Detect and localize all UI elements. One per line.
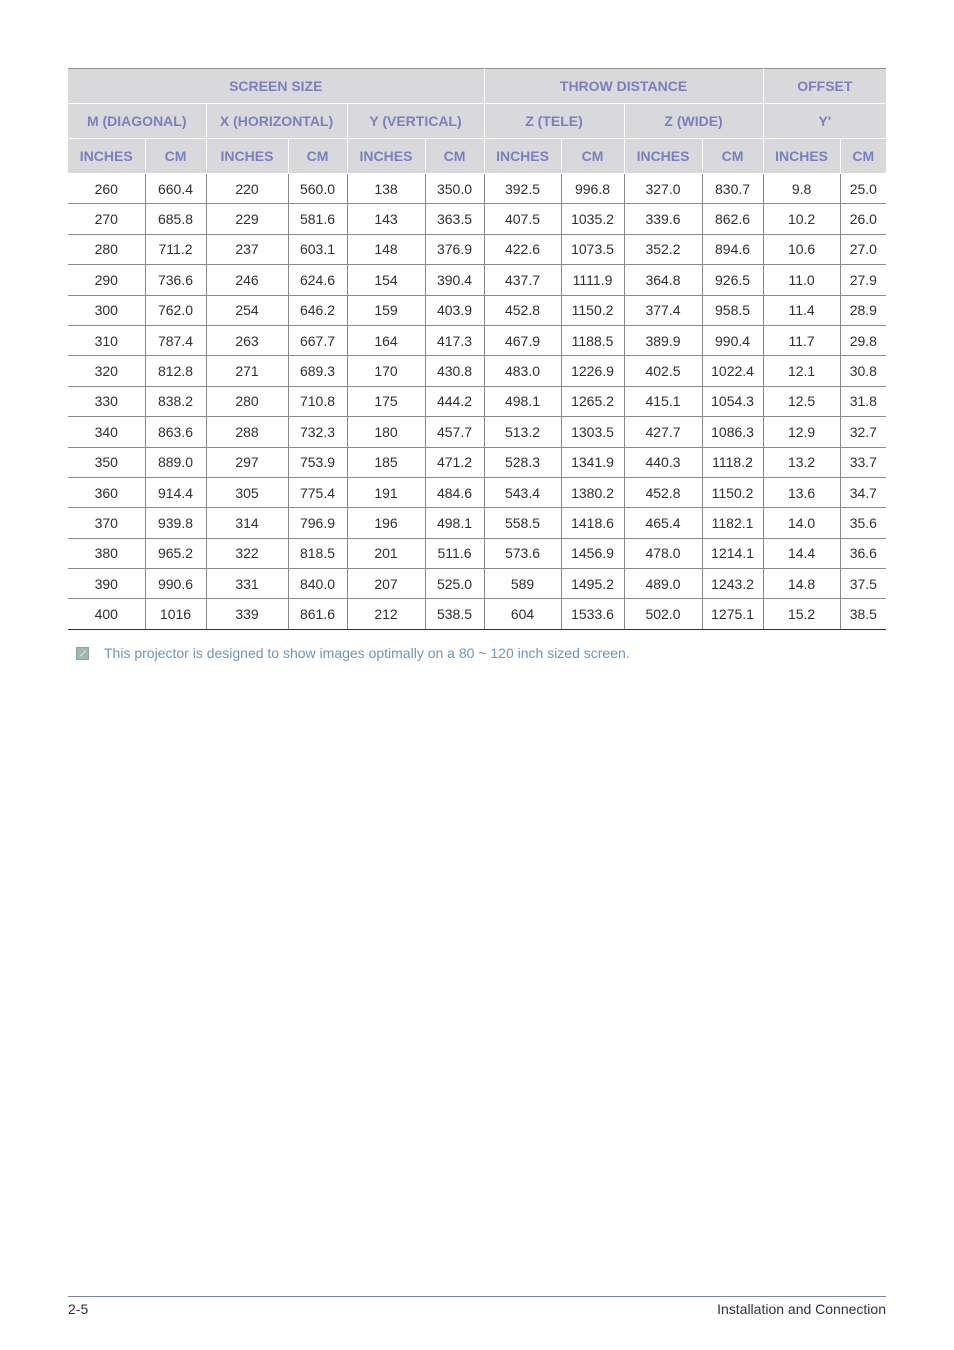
table-cell: 10.6 — [763, 234, 840, 264]
page-number: 2-5 — [68, 1301, 89, 1317]
table-row — [68, 417, 886, 447]
table-row — [68, 569, 886, 599]
table-cell: 260 — [68, 174, 145, 204]
table-row — [68, 538, 886, 568]
table-cell: 444.2 — [425, 386, 484, 416]
table-cell: 498.1 — [484, 386, 561, 416]
table-cell: 27.0 — [840, 234, 886, 264]
table-cell: 175 — [347, 386, 425, 416]
table-cell: 15.2 — [763, 599, 840, 629]
table-cell: 330 — [68, 386, 145, 416]
table-cell: 1073.5 — [561, 234, 624, 264]
table-cell: 38.5 — [840, 599, 886, 629]
table-cell: 207 — [347, 569, 425, 599]
table-cell: 489.0 — [624, 569, 702, 599]
table-cell: 12.1 — [763, 356, 840, 386]
table-cell: 1265.2 — [561, 386, 624, 416]
table-cell: 796.9 — [288, 508, 347, 538]
table-cell: 775.4 — [288, 477, 347, 507]
table-cell: 229 — [206, 204, 288, 234]
table-cell: 589 — [484, 569, 561, 599]
table-cell: 863.6 — [145, 417, 206, 447]
table-cell: 339.6 — [624, 204, 702, 234]
unit-header-cm: CM — [145, 139, 206, 174]
table-cell: 440.3 — [624, 447, 702, 477]
table-cell: 154 — [347, 265, 425, 295]
table-cell: 478.0 — [624, 538, 702, 568]
table-cell: 762.0 — [145, 295, 206, 325]
table-cell: 471.2 — [425, 447, 484, 477]
table-cell: 310 — [68, 325, 145, 355]
table-cell: 138 — [347, 174, 425, 204]
table-cell: 710.8 — [288, 386, 347, 416]
table-cell: 164 — [347, 325, 425, 355]
table-cell: 939.8 — [145, 508, 206, 538]
table-cell: 624.6 — [288, 265, 347, 295]
table-cell: 926.5 — [702, 265, 763, 295]
unit-header-inches: INCHES — [347, 139, 425, 174]
table-cell: 528.3 — [484, 447, 561, 477]
table-row — [68, 356, 886, 386]
table-cell: 660.4 — [145, 174, 206, 204]
table-cell: 1150.2 — [702, 477, 763, 507]
table-cell: 280 — [68, 234, 145, 264]
table-cell: 1418.6 — [561, 508, 624, 538]
unit-header-row — [68, 139, 886, 174]
sub-header-offset-y: Y' — [763, 104, 886, 139]
table-cell: 263 — [206, 325, 288, 355]
table-row — [68, 204, 886, 234]
table-cell: 1086.3 — [702, 417, 763, 447]
table-cell: 340 — [68, 417, 145, 447]
table-cell: 363.5 — [425, 204, 484, 234]
table-cell: 1214.1 — [702, 538, 763, 568]
table-cell: 990.4 — [702, 325, 763, 355]
table-cell: 525.0 — [425, 569, 484, 599]
group-header-offset: OFFSET — [763, 69, 886, 104]
table-cell: 280 — [206, 386, 288, 416]
table-cell: 1341.9 — [561, 447, 624, 477]
table-cell: 9.8 — [763, 174, 840, 204]
table-cell: 350 — [68, 447, 145, 477]
table-cell: 170 — [347, 356, 425, 386]
table-cell: 33.7 — [840, 447, 886, 477]
table-cell: 271 — [206, 356, 288, 386]
table-cell: 10.2 — [763, 204, 840, 234]
note-text: This projector is designed to show images optimally on a 80 ~ 120 inch sized screen. — [104, 645, 630, 661]
table-cell: 322 — [206, 538, 288, 568]
table-cell: 483.0 — [484, 356, 561, 386]
table-row — [68, 174, 886, 204]
table-cell: 196 — [347, 508, 425, 538]
unit-header-cm: CM — [561, 139, 624, 174]
table-cell: 894.6 — [702, 234, 763, 264]
table-cell: 1380.2 — [561, 477, 624, 507]
table-cell: 736.6 — [145, 265, 206, 295]
table-cell: 14.4 — [763, 538, 840, 568]
table-row — [68, 447, 886, 477]
table-cell: 32.7 — [840, 417, 886, 447]
table-cell: 1226.9 — [561, 356, 624, 386]
table-cell: 452.8 — [624, 477, 702, 507]
table-cell: 965.2 — [145, 538, 206, 568]
sub-header-horizontal: X (HORIZONTAL) — [206, 104, 347, 139]
group-header-row — [68, 69, 886, 104]
unit-header-inches: INCHES — [624, 139, 702, 174]
unit-header-inches: INCHES — [763, 139, 840, 174]
table-cell: 538.5 — [425, 599, 484, 629]
table-cell: 990.6 — [145, 569, 206, 599]
section-title: Installation and Connection — [717, 1301, 886, 1317]
table-cell: 1188.5 — [561, 325, 624, 355]
table-cell: 407.5 — [484, 204, 561, 234]
table-cell: 36.6 — [840, 538, 886, 568]
table-cell: 246 — [206, 265, 288, 295]
table-cell: 560.0 — [288, 174, 347, 204]
table-cell: 290 — [68, 265, 145, 295]
table-cell: 143 — [347, 204, 425, 234]
sub-header-row — [68, 104, 886, 139]
sub-header-tele: Z (TELE) — [484, 104, 624, 139]
table-cell: 1495.2 — [561, 569, 624, 599]
table-cell: 787.4 — [145, 325, 206, 355]
table-cell: 862.6 — [702, 204, 763, 234]
table-cell: 29.8 — [840, 325, 886, 355]
table-cell: 861.6 — [288, 599, 347, 629]
note — [76, 645, 630, 661]
table-cell: 31.8 — [840, 386, 886, 416]
table-cell: 350.0 — [425, 174, 484, 204]
table-cell: 11.0 — [763, 265, 840, 295]
table-cell: 159 — [347, 295, 425, 325]
table-cell: 840.0 — [288, 569, 347, 599]
table-cell: 604 — [484, 599, 561, 629]
table-cell: 254 — [206, 295, 288, 325]
unit-header-inches: INCHES — [206, 139, 288, 174]
table-cell: 392.5 — [484, 174, 561, 204]
table-cell: 958.5 — [702, 295, 763, 325]
table-row — [68, 477, 886, 507]
footer-divider — [68, 1296, 886, 1297]
table-cell: 498.1 — [425, 508, 484, 538]
table-cell: 300 — [68, 295, 145, 325]
table-cell: 422.6 — [484, 234, 561, 264]
sub-header-wide: Z (WIDE) — [624, 104, 763, 139]
table-cell: 288 — [206, 417, 288, 447]
sub-header-vertical: Y (VERTICAL) — [347, 104, 484, 139]
table-cell: 1150.2 — [561, 295, 624, 325]
table-cell: 377.4 — [624, 295, 702, 325]
table-cell: 305 — [206, 477, 288, 507]
table-cell: 360 — [68, 477, 145, 507]
group-header-throw-distance: THROW DISTANCE — [484, 69, 763, 104]
unit-header-cm: CM — [425, 139, 484, 174]
table-cell: 400 — [68, 599, 145, 629]
table-cell: 430.8 — [425, 356, 484, 386]
table-cell: 11.4 — [763, 295, 840, 325]
table-cell: 1054.3 — [702, 386, 763, 416]
table-cell: 389.9 — [624, 325, 702, 355]
table-row — [68, 234, 886, 264]
table-cell: 1118.2 — [702, 447, 763, 477]
table-cell: 1275.1 — [702, 599, 763, 629]
table-cell: 35.6 — [840, 508, 886, 538]
table-cell: 1182.1 — [702, 508, 763, 538]
table-cell: 220 — [206, 174, 288, 204]
table-cell: 996.8 — [561, 174, 624, 204]
table-cell: 331 — [206, 569, 288, 599]
table-cell: 452.8 — [484, 295, 561, 325]
table-cell: 581.6 — [288, 204, 347, 234]
table-cell: 14.0 — [763, 508, 840, 538]
table-cell: 889.0 — [145, 447, 206, 477]
table-cell: 427.7 — [624, 417, 702, 447]
table-cell: 185 — [347, 447, 425, 477]
table-cell: 689.3 — [288, 356, 347, 386]
table-cell: 27.9 — [840, 265, 886, 295]
table-cell: 14.8 — [763, 569, 840, 599]
table-row — [68, 295, 886, 325]
table-cell: 12.9 — [763, 417, 840, 447]
table-cell: 12.5 — [763, 386, 840, 416]
table-cell: 364.8 — [624, 265, 702, 295]
table-row — [68, 599, 886, 629]
table-cell: 403.9 — [425, 295, 484, 325]
table-cell: 314 — [206, 508, 288, 538]
table-cell: 573.6 — [484, 538, 561, 568]
table-cell: 191 — [347, 477, 425, 507]
table-row — [68, 508, 886, 538]
table-cell: 1016 — [145, 599, 206, 629]
table-cell: 30.8 — [840, 356, 886, 386]
table-cell: 390.4 — [425, 265, 484, 295]
table-cell: 685.8 — [145, 204, 206, 234]
sub-header-diagonal: M (DIAGONAL) — [68, 104, 206, 139]
table-body — [68, 174, 886, 630]
table-cell: 558.5 — [484, 508, 561, 538]
table-cell: 13.6 — [763, 477, 840, 507]
table-cell: 467.9 — [484, 325, 561, 355]
table-cell: 237 — [206, 234, 288, 264]
table-cell: 511.6 — [425, 538, 484, 568]
table-cell: 25.0 — [840, 174, 886, 204]
table-cell: 830.7 — [702, 174, 763, 204]
table-cell: 818.5 — [288, 538, 347, 568]
table-cell: 11.7 — [763, 325, 840, 355]
table-cell: 711.2 — [145, 234, 206, 264]
table-cell: 753.9 — [288, 447, 347, 477]
table-cell: 1243.2 — [702, 569, 763, 599]
table-cell: 1456.9 — [561, 538, 624, 568]
table-cell: 148 — [347, 234, 425, 264]
table-cell: 484.6 — [425, 477, 484, 507]
projection-distance-table — [68, 68, 886, 630]
table-cell: 437.7 — [484, 265, 561, 295]
table-cell: 28.9 — [840, 295, 886, 325]
table-cell: 812.8 — [145, 356, 206, 386]
note-icon — [76, 647, 89, 660]
group-header-screen-size: SCREEN SIZE — [68, 69, 484, 104]
table-cell: 543.4 — [484, 477, 561, 507]
table-cell: 1303.5 — [561, 417, 624, 447]
table-cell: 1035.2 — [561, 204, 624, 234]
unit-header-cm: CM — [840, 139, 886, 174]
table-cell: 1533.6 — [561, 599, 624, 629]
table-cell: 212 — [347, 599, 425, 629]
table-cell: 339 — [206, 599, 288, 629]
table-cell: 37.5 — [840, 569, 886, 599]
unit-header-inches: INCHES — [68, 139, 145, 174]
table-cell: 402.5 — [624, 356, 702, 386]
table-cell: 376.9 — [425, 234, 484, 264]
table-cell: 732.3 — [288, 417, 347, 447]
table-cell: 320 — [68, 356, 145, 386]
table-cell: 513.2 — [484, 417, 561, 447]
table-cell: 646.2 — [288, 295, 347, 325]
table-cell: 352.2 — [624, 234, 702, 264]
table-row — [68, 265, 886, 295]
table-cell: 415.1 — [624, 386, 702, 416]
table-cell: 297 — [206, 447, 288, 477]
table-cell: 417.3 — [425, 325, 484, 355]
table-cell: 914.4 — [145, 477, 206, 507]
table-cell: 457.7 — [425, 417, 484, 447]
table-cell: 380 — [68, 538, 145, 568]
unit-header-cm: CM — [288, 139, 347, 174]
unit-header-inches: INCHES — [484, 139, 561, 174]
table-cell: 390 — [68, 569, 145, 599]
table-cell: 667.7 — [288, 325, 347, 355]
unit-header-cm: CM — [702, 139, 763, 174]
table-cell: 838.2 — [145, 386, 206, 416]
table-cell: 13.2 — [763, 447, 840, 477]
table-cell: 34.7 — [840, 477, 886, 507]
table-cell: 603.1 — [288, 234, 347, 264]
table-cell: 327.0 — [624, 174, 702, 204]
table-cell: 270 — [68, 204, 145, 234]
table-cell: 1022.4 — [702, 356, 763, 386]
table-cell: 201 — [347, 538, 425, 568]
table-row — [68, 386, 886, 416]
table-cell: 370 — [68, 508, 145, 538]
table-cell: 1111.9 — [561, 265, 624, 295]
table-cell: 180 — [347, 417, 425, 447]
table-row — [68, 325, 886, 355]
table-cell: 26.0 — [840, 204, 886, 234]
table-cell: 502.0 — [624, 599, 702, 629]
table-cell: 465.4 — [624, 508, 702, 538]
